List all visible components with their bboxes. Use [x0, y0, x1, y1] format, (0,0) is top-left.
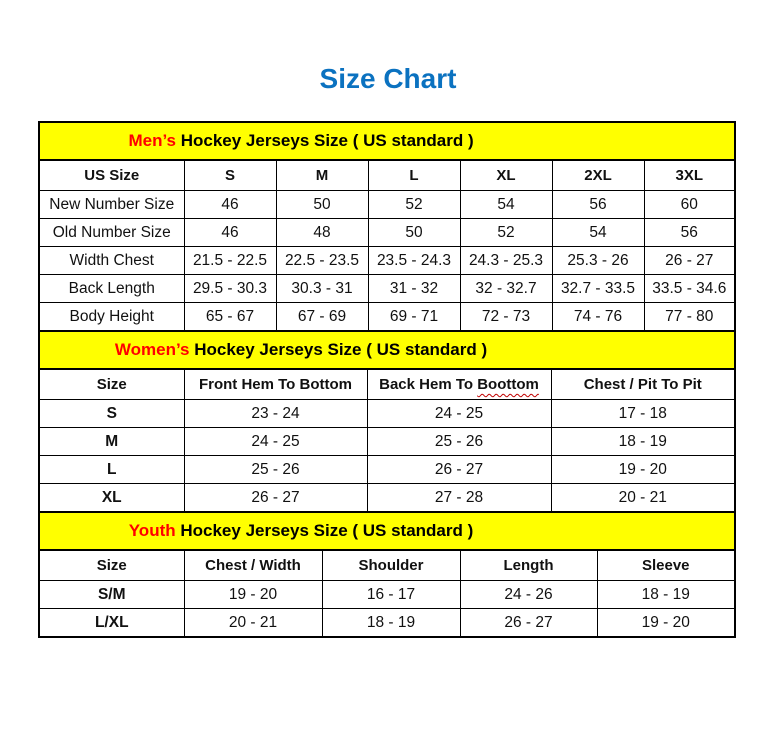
youth-section-title-highlight: Youth	[128, 521, 176, 541]
size-chart-page	[0, 62, 776, 638]
mens-column-header-6: 3XL	[644, 160, 735, 191]
mens-table-row-1	[39, 219, 735, 247]
mens-value-cell: 46	[184, 191, 276, 219]
youth-value-cell: 20 - 21	[184, 609, 322, 638]
mens-value-cell: 32.7 - 33.5	[552, 275, 644, 303]
mens-value-cell: 56	[552, 191, 644, 219]
womens-size-table	[38, 330, 736, 513]
womens-section-title-highlight: Women’s	[114, 340, 190, 360]
mens-value-cell: 30.3 - 31	[276, 275, 368, 303]
mens-value-cell: 33.5 - 34.6	[644, 275, 735, 303]
youth-value-cell: 24 - 26	[460, 581, 597, 609]
mens-row-label: Body Height	[39, 303, 184, 332]
mens-value-cell: 24.3 - 25.3	[460, 247, 552, 275]
womens-value-cell: 25 - 26	[367, 428, 551, 456]
womens-column-header-0: Size	[39, 369, 184, 400]
size-tables-container	[38, 121, 734, 638]
mens-section-row	[39, 122, 735, 160]
womens-section-row	[39, 331, 735, 369]
mens-table-row-2	[39, 247, 735, 275]
mens-value-cell: 72 - 73	[460, 303, 552, 332]
mens-column-header-row	[39, 160, 735, 191]
mens-section-title-highlight: Men’s	[128, 131, 176, 151]
womens-value-cell: 23 - 24	[184, 400, 367, 428]
youth-section-row	[39, 512, 735, 550]
mens-value-cell: 69 - 71	[368, 303, 460, 332]
mens-value-cell: 32 - 32.7	[460, 275, 552, 303]
mens-column-header-4: XL	[460, 160, 552, 191]
mens-value-cell: 56	[644, 219, 735, 247]
womens-value-cell: 17 - 18	[551, 400, 735, 428]
youth-value-cell: 19 - 20	[597, 609, 735, 638]
mens-value-cell: 46	[184, 219, 276, 247]
womens-value-cell: 24 - 25	[184, 428, 367, 456]
youth-column-header-3: Length	[460, 550, 597, 581]
column-header-text: Back Hem To	[379, 375, 478, 393]
womens-row-label: S	[39, 400, 184, 428]
mens-column-header-5: 2XL	[552, 160, 644, 191]
youth-value-cell: 16 - 17	[322, 581, 460, 609]
mens-value-cell: 23.5 - 24.3	[368, 247, 460, 275]
womens-section-title-rest: Hockey Jerseys Size ( US standard )	[189, 340, 488, 360]
youth-table-row-1	[39, 609, 735, 638]
mens-value-cell: 52	[368, 191, 460, 219]
womens-value-cell: 18 - 19	[551, 428, 735, 456]
youth-column-header-0: Size	[39, 550, 184, 581]
mens-section-title-rest: Hockey Jerseys Size ( US standard )	[176, 131, 474, 151]
womens-value-cell: 24 - 25	[367, 400, 551, 428]
youth-row-label: S/M	[39, 581, 184, 609]
mens-row-label: Width Chest	[39, 247, 184, 275]
womens-row-label: L	[39, 456, 184, 484]
mens-value-cell: 48	[276, 219, 368, 247]
mens-value-cell: 31 - 32	[368, 275, 460, 303]
youth-table-row-0	[39, 581, 735, 609]
womens-value-cell: 20 - 21	[551, 484, 735, 513]
mens-value-cell: 50	[368, 219, 460, 247]
mens-table-row-3	[39, 275, 735, 303]
mens-value-cell: 25.3 - 26	[552, 247, 644, 275]
womens-value-cell: 25 - 26	[184, 456, 367, 484]
youth-value-cell: 26 - 27	[460, 609, 597, 638]
mens-column-header-1: S	[184, 160, 276, 191]
mens-row-label: Old Number Size	[39, 219, 184, 247]
womens-row-label: XL	[39, 484, 184, 513]
mens-table-row-0	[39, 191, 735, 219]
mens-size-table	[38, 121, 736, 332]
womens-table-row-0	[39, 400, 735, 428]
womens-column-header-2	[367, 369, 551, 400]
youth-row-label: L/XL	[39, 609, 184, 638]
mens-value-cell: 74 - 76	[552, 303, 644, 332]
mens-value-cell: 21.5 - 22.5	[184, 247, 276, 275]
womens-value-cell: 19 - 20	[551, 456, 735, 484]
mens-value-cell: 22.5 - 23.5	[276, 247, 368, 275]
youth-column-header-2: Shoulder	[322, 550, 460, 581]
mens-value-cell: 60	[644, 191, 735, 219]
mens-value-cell: 52	[460, 219, 552, 247]
womens-column-header-3: Chest / Pit To Pit	[551, 369, 735, 400]
mens-row-label: New Number Size	[39, 191, 184, 219]
womens-column-header-row	[39, 369, 735, 400]
youth-value-cell: 18 - 19	[322, 609, 460, 638]
mens-value-cell: 77 - 80	[644, 303, 735, 332]
mens-column-header-0: US Size	[39, 160, 184, 191]
mens-section-header	[39, 122, 735, 160]
misspelled-word: Boottom	[477, 375, 539, 393]
womens-table-row-3	[39, 484, 735, 513]
mens-value-cell: 29.5 - 30.3	[184, 275, 276, 303]
youth-section-header	[39, 512, 735, 550]
womens-value-cell: 26 - 27	[367, 456, 551, 484]
youth-value-cell: 19 - 20	[184, 581, 322, 609]
mens-value-cell: 54	[460, 191, 552, 219]
womens-table-row-2	[39, 456, 735, 484]
mens-row-label: Back Length	[39, 275, 184, 303]
womens-table-row-1	[39, 428, 735, 456]
youth-column-header-4: Sleeve	[597, 550, 735, 581]
womens-value-cell: 27 - 28	[367, 484, 551, 513]
mens-value-cell: 50	[276, 191, 368, 219]
womens-row-label: M	[39, 428, 184, 456]
page-title: Size Chart	[319, 63, 457, 94]
youth-value-cell: 18 - 19	[597, 581, 735, 609]
mens-value-cell: 67 - 69	[276, 303, 368, 332]
youth-size-table	[38, 511, 736, 638]
mens-column-header-2: M	[276, 160, 368, 191]
youth-column-header-row	[39, 550, 735, 581]
womens-section-header	[39, 331, 735, 369]
womens-column-header-1: Front Hem To Bottom	[184, 369, 367, 400]
mens-value-cell: 54	[552, 219, 644, 247]
mens-column-header-3: L	[368, 160, 460, 191]
womens-value-cell: 26 - 27	[184, 484, 367, 513]
youth-column-header-1: Chest / Width	[184, 550, 322, 581]
mens-value-cell: 65 - 67	[184, 303, 276, 332]
mens-table-row-4	[39, 303, 735, 332]
mens-value-cell: 26 - 27	[644, 247, 735, 275]
youth-section-title-rest: Hockey Jerseys Size ( US standard )	[175, 521, 474, 541]
